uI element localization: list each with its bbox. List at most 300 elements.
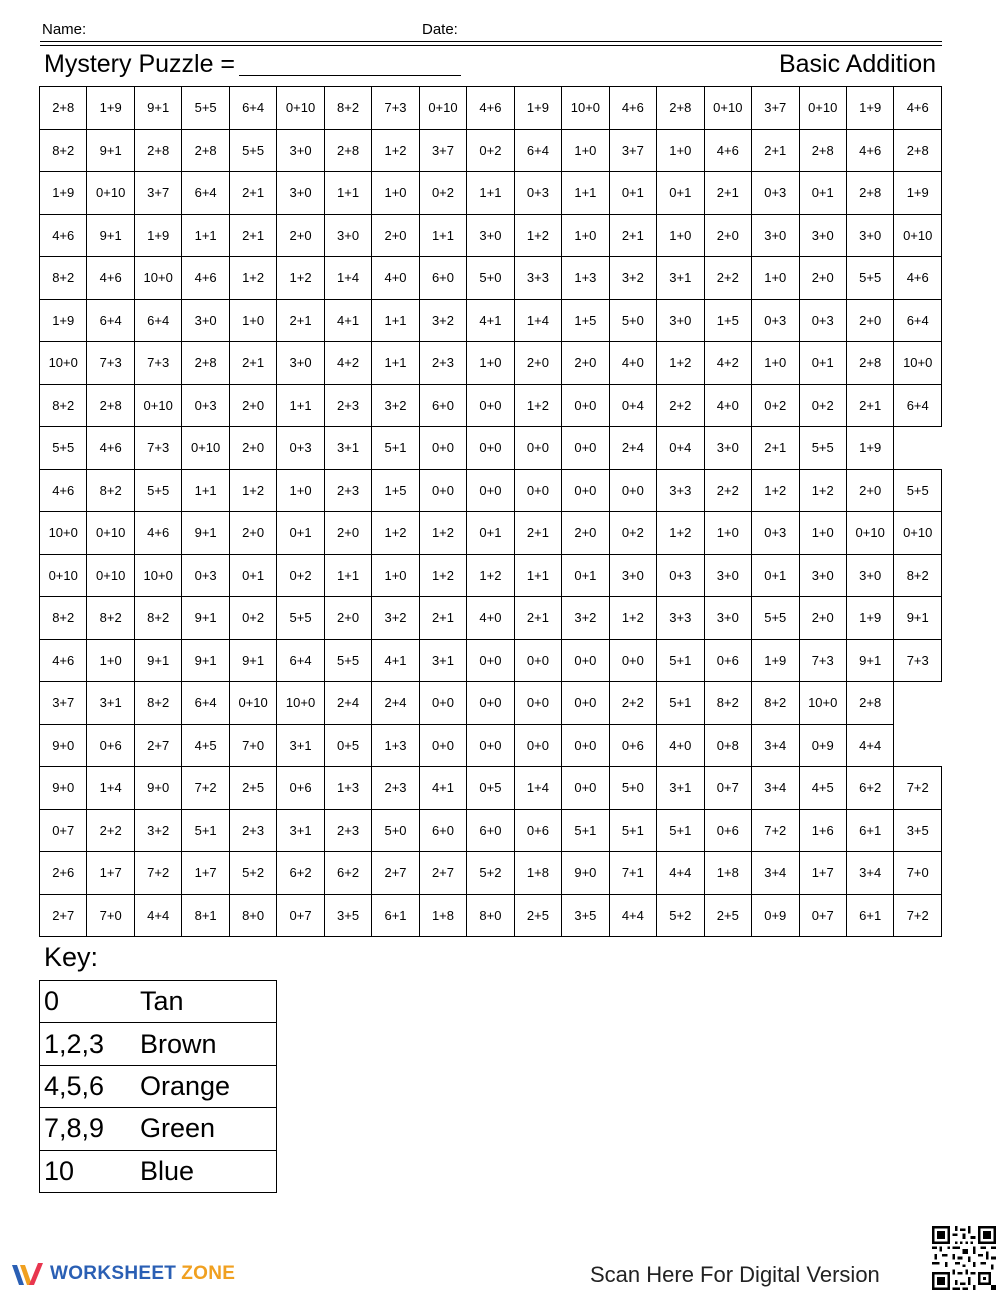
grid-cell[interactable]: 0+0: [562, 427, 609, 470]
grid-cell[interactable]: 0+1: [609, 172, 656, 215]
grid-cell[interactable]: 3+0: [704, 597, 751, 640]
grid-cell[interactable]: 0+3: [752, 512, 799, 555]
grid-cell[interactable]: 0+0: [609, 469, 656, 512]
grid-cell[interactable]: 2+1: [277, 299, 324, 342]
grid-cell[interactable]: 1+7: [87, 852, 134, 895]
grid-cell[interactable]: 2+1: [419, 597, 466, 640]
grid-cell[interactable]: 1+8: [514, 852, 561, 895]
grid-cell[interactable]: 3+0: [657, 299, 704, 342]
grid-cell[interactable]: 2+1: [846, 384, 893, 427]
grid-cell[interactable]: 3+3: [514, 257, 561, 300]
grid-cell[interactable]: 0+3: [752, 299, 799, 342]
grid-cell[interactable]: 0+0: [419, 682, 466, 725]
grid-cell[interactable]: 1+2: [514, 214, 561, 257]
grid-cell[interactable]: 0+0: [562, 682, 609, 725]
grid-cell[interactable]: 0+10: [419, 87, 466, 130]
grid-cell[interactable]: 4+4: [134, 894, 181, 937]
grid-cell[interactable]: 5+0: [609, 299, 656, 342]
grid-cell[interactable]: 0+3: [514, 172, 561, 215]
grid-cell[interactable]: 1+3: [372, 724, 419, 767]
grid-cell[interactable]: 1+2: [752, 469, 799, 512]
grid-cell[interactable]: 5+1: [562, 809, 609, 852]
grid-cell[interactable]: 1+1: [419, 214, 466, 257]
grid-cell[interactable]: 2+7: [40, 894, 87, 937]
grid-cell[interactable]: 0+3: [182, 554, 229, 597]
grid-cell[interactable]: 7+3: [134, 342, 181, 385]
grid-cell[interactable]: 0+3: [277, 427, 324, 470]
grid-cell[interactable]: 4+6: [846, 129, 893, 172]
grid-cell[interactable]: 3+4: [752, 767, 799, 810]
grid-cell[interactable]: 3+2: [562, 597, 609, 640]
grid-cell[interactable]: 2+0: [799, 257, 846, 300]
grid-cell[interactable]: 3+2: [134, 809, 181, 852]
grid-cell[interactable]: 3+1: [657, 257, 704, 300]
grid-cell[interactable]: 1+1: [372, 299, 419, 342]
grid-cell[interactable]: 1+8: [704, 852, 751, 895]
grid-cell[interactable]: 8+2: [40, 384, 87, 427]
grid-cell[interactable]: 5+5: [40, 427, 87, 470]
grid-cell[interactable]: 9+1: [894, 597, 942, 640]
grid-cell[interactable]: 10+0: [134, 554, 181, 597]
grid-cell[interactable]: 9+0: [134, 767, 181, 810]
grid-cell[interactable]: 3+0: [799, 214, 846, 257]
grid-cell[interactable]: 9+1: [134, 639, 181, 682]
grid-cell[interactable]: 0+0: [514, 724, 561, 767]
grid-cell[interactable]: 8+2: [87, 597, 134, 640]
grid-cell[interactable]: 0+7: [704, 767, 751, 810]
grid-cell[interactable]: 1+9: [752, 639, 799, 682]
grid-cell[interactable]: 8+2: [87, 469, 134, 512]
grid-cell[interactable]: 6+4: [894, 299, 942, 342]
grid-cell[interactable]: 4+4: [609, 894, 656, 937]
grid-cell[interactable]: 7+0: [229, 724, 276, 767]
grid-cell[interactable]: 7+1: [609, 852, 656, 895]
grid-cell[interactable]: 9+0: [40, 767, 87, 810]
grid-cell[interactable]: 1+0: [372, 172, 419, 215]
grid-cell[interactable]: 7+2: [894, 894, 942, 937]
grid-cell[interactable]: 2+7: [134, 724, 181, 767]
grid-cell[interactable]: 7+2: [894, 767, 942, 810]
grid-cell[interactable]: 4+6: [87, 427, 134, 470]
grid-cell[interactable]: 2+8: [799, 129, 846, 172]
grid-cell[interactable]: 4+6: [894, 87, 942, 130]
grid-cell[interactable]: 3+0: [846, 554, 893, 597]
grid-cell[interactable]: 1+2: [467, 554, 514, 597]
grid-cell[interactable]: 3+5: [324, 894, 371, 937]
grid-cell[interactable]: 2+0: [229, 384, 276, 427]
grid-cell[interactable]: 9+1: [134, 87, 181, 130]
grid-cell[interactable]: 0+6: [704, 809, 751, 852]
grid-cell[interactable]: 6+4: [134, 299, 181, 342]
grid-cell[interactable]: 5+5: [229, 129, 276, 172]
grid-cell[interactable]: 4+5: [182, 724, 229, 767]
grid-cell[interactable]: 1+2: [419, 554, 466, 597]
grid-cell[interactable]: 4+6: [134, 512, 181, 555]
grid-cell[interactable]: 3+1: [419, 639, 466, 682]
grid-cell[interactable]: 1+9: [514, 87, 561, 130]
grid-cell[interactable]: 1+3: [324, 767, 371, 810]
grid-cell[interactable]: 0+1: [752, 554, 799, 597]
grid-cell[interactable]: 2+4: [372, 682, 419, 725]
grid-cell[interactable]: 1+3: [562, 257, 609, 300]
grid-cell[interactable]: 4+6: [467, 87, 514, 130]
grid-cell[interactable]: 0+6: [277, 767, 324, 810]
grid-cell[interactable]: 3+1: [277, 809, 324, 852]
grid-cell[interactable]: 2+8: [657, 87, 704, 130]
grid-cell[interactable]: 1+2: [372, 512, 419, 555]
grid-cell[interactable]: 3+0: [704, 427, 751, 470]
grid-cell[interactable]: 5+0: [467, 257, 514, 300]
grid-cell[interactable]: 2+0: [277, 214, 324, 257]
grid-cell[interactable]: 0+1: [562, 554, 609, 597]
grid-cell[interactable]: 0+0: [419, 724, 466, 767]
grid-cell[interactable]: 3+0: [752, 214, 799, 257]
grid-cell[interactable]: 1+1: [372, 342, 419, 385]
grid-cell[interactable]: 3+1: [657, 767, 704, 810]
grid-cell[interactable]: 5+5: [277, 597, 324, 640]
grid-cell[interactable]: 3+7: [752, 87, 799, 130]
grid-cell[interactable]: 1+9: [40, 172, 87, 215]
grid-cell[interactable]: 2+0: [229, 512, 276, 555]
grid-cell[interactable]: 3+5: [894, 809, 942, 852]
grid-cell[interactable]: 10+0: [799, 682, 846, 725]
grid-cell[interactable]: 1+9: [40, 299, 87, 342]
grid-cell[interactable]: 0+2: [467, 129, 514, 172]
grid-cell[interactable]: 4+6: [609, 87, 656, 130]
grid-cell[interactable]: 5+5: [324, 639, 371, 682]
grid-cell[interactable]: 2+8: [324, 129, 371, 172]
grid-cell[interactable]: 10+0: [562, 87, 609, 130]
grid-cell[interactable]: 2+1: [704, 172, 751, 215]
grid-cell[interactable]: 3+0: [799, 554, 846, 597]
grid-cell[interactable]: 0+3: [657, 554, 704, 597]
grid-cell[interactable]: 1+6: [799, 809, 846, 852]
grid-cell[interactable]: 1+0: [562, 214, 609, 257]
grid-cell[interactable]: 10+0: [134, 257, 181, 300]
grid-cell[interactable]: 2+7: [372, 852, 419, 895]
grid-cell[interactable]: 2+1: [752, 129, 799, 172]
grid-cell[interactable]: 1+1: [514, 554, 561, 597]
grid-cell[interactable]: 1+0: [229, 299, 276, 342]
grid-cell[interactable]: 2+3: [372, 767, 419, 810]
grid-cell[interactable]: 4+6: [87, 257, 134, 300]
grid-cell[interactable]: 0+0: [609, 639, 656, 682]
grid-cell[interactable]: 3+7: [419, 129, 466, 172]
grid-cell[interactable]: 0+7: [277, 894, 324, 937]
grid-cell[interactable]: 1+2: [609, 597, 656, 640]
grid-cell[interactable]: 0+0: [467, 682, 514, 725]
grid-cell[interactable]: 10+0: [40, 342, 87, 385]
grid-cell[interactable]: 1+5: [704, 299, 751, 342]
grid-cell[interactable]: 1+4: [514, 767, 561, 810]
grid-cell[interactable]: 1+0: [277, 469, 324, 512]
grid-cell[interactable]: 7+0: [87, 894, 134, 937]
grid-cell[interactable]: 0+10: [134, 384, 181, 427]
grid-cell[interactable]: 2+2: [609, 682, 656, 725]
grid-cell[interactable]: 1+1: [324, 554, 371, 597]
grid-cell[interactable]: 6+0: [419, 384, 466, 427]
grid-cell[interactable]: 8+2: [704, 682, 751, 725]
grid-cell[interactable]: 2+7: [419, 852, 466, 895]
grid-cell[interactable]: 0+1: [799, 342, 846, 385]
grid-cell[interactable]: 0+8: [704, 724, 751, 767]
grid-cell[interactable]: 3+2: [419, 299, 466, 342]
grid-cell[interactable]: 5+2: [657, 894, 704, 937]
grid-cell[interactable]: 2+2: [87, 809, 134, 852]
grid-cell[interactable]: 5+0: [372, 809, 419, 852]
grid-cell[interactable]: 5+5: [752, 597, 799, 640]
grid-cell[interactable]: 8+2: [40, 129, 87, 172]
grid-cell[interactable]: 1+0: [799, 512, 846, 555]
grid-cell[interactable]: 0+0: [467, 384, 514, 427]
grid-cell[interactable]: 1+1: [182, 469, 229, 512]
grid-cell[interactable]: 3+4: [846, 852, 893, 895]
grid-cell[interactable]: 8+2: [40, 597, 87, 640]
grid-cell[interactable]: 0+10: [229, 682, 276, 725]
grid-cell[interactable]: 9+1: [87, 129, 134, 172]
grid-cell[interactable]: 6+1: [846, 894, 893, 937]
grid-cell[interactable]: 1+9: [894, 172, 942, 215]
grid-cell[interactable]: 1+4: [324, 257, 371, 300]
grid-cell[interactable]: 0+3: [182, 384, 229, 427]
grid-cell[interactable]: 6+4: [182, 682, 229, 725]
grid-cell[interactable]: 8+2: [894, 554, 942, 597]
grid-cell[interactable]: 4+6: [40, 469, 87, 512]
grid-cell[interactable]: 2+2: [657, 384, 704, 427]
grid-cell[interactable]: 5+1: [657, 682, 704, 725]
grid-cell[interactable]: 3+0: [182, 299, 229, 342]
grid-cell[interactable]: 1+0: [87, 639, 134, 682]
grid-cell[interactable]: 0+0: [467, 469, 514, 512]
grid-cell[interactable]: 6+4: [894, 384, 942, 427]
grid-cell[interactable]: 5+5: [846, 257, 893, 300]
grid-cell[interactable]: 0+1: [657, 172, 704, 215]
grid-cell[interactable]: 4+0: [372, 257, 419, 300]
grid-cell[interactable]: 2+0: [324, 512, 371, 555]
grid-cell[interactable]: 7+2: [182, 767, 229, 810]
grid-cell[interactable]: 3+4: [752, 852, 799, 895]
grid-cell[interactable]: 2+0: [514, 342, 561, 385]
grid-cell[interactable]: 0+0: [562, 384, 609, 427]
grid-cell[interactable]: 5+1: [657, 809, 704, 852]
grid-cell[interactable]: 2+8: [846, 172, 893, 215]
grid-cell[interactable]: 4+1: [467, 299, 514, 342]
grid-cell[interactable]: 0+0: [419, 469, 466, 512]
grid-cell[interactable]: 5+1: [372, 427, 419, 470]
grid-cell[interactable]: 3+3: [657, 469, 704, 512]
grid-cell[interactable]: 2+6: [40, 852, 87, 895]
grid-cell[interactable]: 4+6: [704, 129, 751, 172]
grid-cell[interactable]: 0+7: [799, 894, 846, 937]
grid-cell[interactable]: 4+4: [657, 852, 704, 895]
grid-cell[interactable]: 2+1: [229, 214, 276, 257]
grid-cell[interactable]: 3+1: [324, 427, 371, 470]
grid-cell[interactable]: 6+4: [182, 172, 229, 215]
grid-cell[interactable]: 5+1: [609, 809, 656, 852]
grid-cell[interactable]: 1+0: [752, 342, 799, 385]
grid-cell[interactable]: 0+0: [467, 724, 514, 767]
grid-cell[interactable]: 6+1: [372, 894, 419, 937]
grid-cell[interactable]: 6+4: [229, 87, 276, 130]
grid-cell[interactable]: 4+6: [182, 257, 229, 300]
grid-cell[interactable]: 2+8: [846, 342, 893, 385]
grid-cell[interactable]: 2+8: [182, 342, 229, 385]
grid-cell[interactable]: 2+0: [229, 427, 276, 470]
grid-cell[interactable]: 0+0: [419, 427, 466, 470]
grid-cell[interactable]: 9+1: [846, 639, 893, 682]
grid-cell[interactable]: 6+0: [419, 257, 466, 300]
grid-cell[interactable]: 2+1: [514, 512, 561, 555]
grid-cell[interactable]: 4+6: [40, 639, 87, 682]
grid-cell[interactable]: 4+2: [324, 342, 371, 385]
grid-cell[interactable]: 0+0: [514, 682, 561, 725]
grid-cell[interactable]: 1+8: [419, 894, 466, 937]
grid-cell[interactable]: 1+9: [846, 597, 893, 640]
grid-cell[interactable]: 7+3: [799, 639, 846, 682]
grid-cell[interactable]: 2+1: [229, 172, 276, 215]
grid-cell[interactable]: 8+2: [134, 682, 181, 725]
grid-cell[interactable]: 9+1: [229, 639, 276, 682]
grid-cell[interactable]: 1+1: [277, 384, 324, 427]
grid-cell[interactable]: 4+5: [799, 767, 846, 810]
grid-cell[interactable]: 10+0: [277, 682, 324, 725]
grid-cell[interactable]: 5+2: [467, 852, 514, 895]
grid-cell[interactable]: 0+0: [467, 427, 514, 470]
grid-cell[interactable]: 6+4: [277, 639, 324, 682]
grid-cell[interactable]: 3+7: [40, 682, 87, 725]
grid-cell[interactable]: 0+10: [894, 512, 942, 555]
grid-cell[interactable]: 3+5: [562, 894, 609, 937]
grid-cell[interactable]: 3+0: [277, 172, 324, 215]
grid-cell[interactable]: 7+2: [134, 852, 181, 895]
grid-cell[interactable]: 1+9: [846, 427, 893, 470]
grid-cell[interactable]: 7+0: [894, 852, 942, 895]
grid-cell[interactable]: 5+0: [609, 767, 656, 810]
grid-cell[interactable]: 1+1: [467, 172, 514, 215]
grid-cell[interactable]: 4+4: [846, 724, 893, 767]
grid-cell[interactable]: 2+3: [419, 342, 466, 385]
grid-cell[interactable]: 0+3: [752, 172, 799, 215]
grid-cell[interactable]: 0+2: [799, 384, 846, 427]
grid-cell[interactable]: 0+5: [467, 767, 514, 810]
grid-cell[interactable]: 10+0: [40, 512, 87, 555]
grid-cell[interactable]: 1+2: [799, 469, 846, 512]
grid-cell[interactable]: 8+0: [229, 894, 276, 937]
grid-cell[interactable]: 1+9: [87, 87, 134, 130]
grid-cell[interactable]: 0+1: [467, 512, 514, 555]
grid-cell[interactable]: 8+2: [134, 597, 181, 640]
grid-cell[interactable]: 0+2: [752, 384, 799, 427]
grid-cell[interactable]: 0+1: [229, 554, 276, 597]
grid-cell[interactable]: 0+0: [467, 639, 514, 682]
grid-cell[interactable]: 3+2: [609, 257, 656, 300]
grid-cell[interactable]: 0+9: [799, 724, 846, 767]
grid-cell[interactable]: 2+8: [134, 129, 181, 172]
grid-cell[interactable]: 2+5: [514, 894, 561, 937]
grid-cell[interactable]: 2+0: [846, 469, 893, 512]
grid-cell[interactable]: 5+1: [182, 809, 229, 852]
grid-cell[interactable]: 2+0: [562, 512, 609, 555]
grid-cell[interactable]: 9+0: [562, 852, 609, 895]
grid-cell[interactable]: 0+7: [40, 809, 87, 852]
grid-cell[interactable]: 1+0: [657, 214, 704, 257]
grid-cell[interactable]: 2+1: [229, 342, 276, 385]
grid-cell[interactable]: 4+1: [372, 639, 419, 682]
grid-cell[interactable]: 2+2: [704, 257, 751, 300]
grid-cell[interactable]: 1+0: [562, 129, 609, 172]
grid-cell[interactable]: 0+10: [40, 554, 87, 597]
grid-cell[interactable]: 6+4: [87, 299, 134, 342]
grid-cell[interactable]: 3+0: [846, 214, 893, 257]
grid-cell[interactable]: 1+2: [657, 512, 704, 555]
grid-cell[interactable]: 7+2: [752, 809, 799, 852]
grid-cell[interactable]: 6+2: [324, 852, 371, 895]
grid-cell[interactable]: 0+2: [277, 554, 324, 597]
grid-cell[interactable]: 3+0: [277, 129, 324, 172]
grid-cell[interactable]: 0+10: [277, 87, 324, 130]
grid-cell[interactable]: 1+2: [372, 129, 419, 172]
grid-cell[interactable]: 0+4: [657, 427, 704, 470]
grid-cell[interactable]: 1+2: [277, 257, 324, 300]
grid-cell[interactable]: 1+0: [372, 554, 419, 597]
grid-cell[interactable]: 7+3: [372, 87, 419, 130]
grid-cell[interactable]: 0+0: [514, 639, 561, 682]
grid-cell[interactable]: 0+10: [704, 87, 751, 130]
grid-cell[interactable]: 3+0: [609, 554, 656, 597]
grid-cell[interactable]: 2+8: [846, 682, 893, 725]
grid-cell[interactable]: 0+0: [514, 427, 561, 470]
grid-cell[interactable]: 1+0: [467, 342, 514, 385]
grid-cell[interactable]: 4+0: [609, 342, 656, 385]
grid-cell[interactable]: 3+0: [704, 554, 751, 597]
grid-cell[interactable]: 2+3: [324, 384, 371, 427]
grid-cell[interactable]: 2+3: [229, 809, 276, 852]
grid-cell[interactable]: 3+0: [277, 342, 324, 385]
grid-cell[interactable]: 2+0: [704, 214, 751, 257]
grid-cell[interactable]: 3+7: [609, 129, 656, 172]
grid-cell[interactable]: 5+5: [894, 469, 942, 512]
grid-cell[interactable]: 0+10: [182, 427, 229, 470]
grid-cell[interactable]: 4+0: [704, 384, 751, 427]
grid-cell[interactable]: 3+2: [372, 597, 419, 640]
grid-cell[interactable]: 1+1: [562, 172, 609, 215]
grid-cell[interactable]: 0+0: [562, 767, 609, 810]
grid-cell[interactable]: 0+6: [514, 809, 561, 852]
grid-cell[interactable]: 0+6: [704, 639, 751, 682]
grid-cell[interactable]: 0+6: [609, 724, 656, 767]
grid-cell[interactable]: 1+2: [229, 257, 276, 300]
grid-cell[interactable]: 7+3: [87, 342, 134, 385]
grid-cell[interactable]: 7+3: [134, 427, 181, 470]
grid-cell[interactable]: 5+5: [134, 469, 181, 512]
grid-cell[interactable]: 0+2: [419, 172, 466, 215]
grid-cell[interactable]: 1+2: [657, 342, 704, 385]
qr-code-icon[interactable]: [932, 1226, 996, 1290]
grid-cell[interactable]: 6+2: [846, 767, 893, 810]
grid-cell[interactable]: 6+4: [514, 129, 561, 172]
grid-cell[interactable]: 3+1: [87, 682, 134, 725]
grid-cell[interactable]: 5+5: [182, 87, 229, 130]
grid-cell[interactable]: 10+0: [894, 342, 942, 385]
grid-cell[interactable]: 0+1: [277, 512, 324, 555]
grid-cell[interactable]: 2+3: [324, 809, 371, 852]
grid-cell[interactable]: 0+10: [894, 214, 942, 257]
grid-cell[interactable]: 4+2: [704, 342, 751, 385]
grid-cell[interactable]: 9+1: [182, 597, 229, 640]
grid-cell[interactable]: 4+0: [467, 597, 514, 640]
grid-cell[interactable]: 1+0: [752, 257, 799, 300]
grid-cell[interactable]: 9+1: [87, 214, 134, 257]
